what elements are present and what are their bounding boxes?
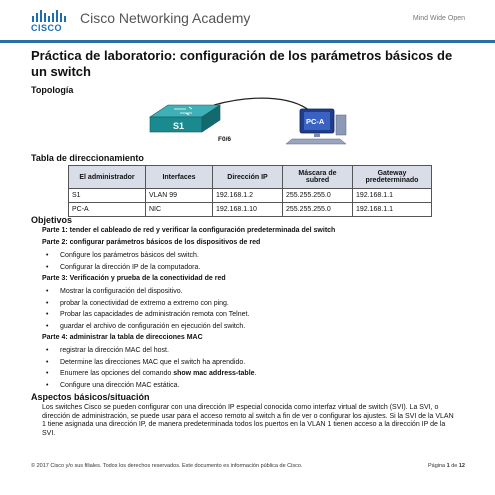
list-item: • guardar el archivo de configuración en ejecución del switch. (42, 321, 249, 333)
objective-part-3: Parte 3: Verificación y prueba de la conectividad de red (42, 275, 226, 282)
table-cell: 192.168.1.2 (213, 189, 283, 203)
page-number: 1 (446, 463, 450, 469)
column-header: Gateway predeterminado (353, 166, 432, 189)
cisco-wordmark: CISCO (31, 23, 63, 33)
ethernet-cable (214, 98, 310, 111)
page-of: de (449, 463, 459, 469)
table-cell: VLAN 99 (146, 189, 213, 203)
list-item: • Configure una dirección MAC estática. (42, 380, 257, 392)
topology-heading: Topología (31, 85, 74, 95)
table-header-row (69, 166, 432, 189)
list-item: • Mostrar la configuración del dispositivo. (42, 286, 249, 298)
list-item (42, 368, 257, 380)
cisco-bars-icon (31, 10, 71, 22)
topology-diagram (140, 95, 360, 150)
list-item-text: Enumere las opciones del comando (60, 370, 174, 377)
copyright-text: © 2017 Cisco y/o sus filiales. Todos los derechos reservados. Este documento es información pública de Cisco. (31, 463, 303, 469)
cisco-logo (31, 10, 71, 36)
objective-part-2: Parte 2: configurar parámetros básicos de los dispositivos de red (42, 239, 261, 246)
list-item: • Configure los parámetros básicos del switch. (42, 250, 200, 262)
table-cell: 192.168.1.10 (213, 203, 283, 217)
port-label: F0/6 (218, 136, 232, 143)
objectives-heading: Objetivos (31, 215, 73, 225)
part-4-list (42, 345, 257, 391)
background-heading: Aspectos básicos/situación (31, 392, 150, 402)
column-header: Interfaces (146, 166, 213, 189)
column-header: Máscara de subred (283, 166, 353, 189)
column-header: El administrador (69, 166, 146, 189)
switch-icon (150, 105, 220, 132)
objective-part-1: Parte 1: tender el cableado de red y verificar la configuración predeterminada del switch (42, 227, 336, 234)
column-header: Dirección IP (213, 166, 283, 189)
part-2-list (42, 250, 200, 273)
table-cell: 192.168.1.1 (353, 203, 432, 217)
header-rule (0, 40, 495, 43)
page-header (0, 0, 495, 42)
table-cell: PC-A (69, 203, 146, 217)
list-item: • registrar la dirección MAC del host. (42, 345, 257, 357)
lab-title: Práctica de laboratorio: configuración de los parámetros básicos de un switch (31, 48, 453, 79)
list-item: • Configurar la dirección IP de la computadora. (42, 262, 200, 274)
table-cell: S1 (69, 189, 146, 203)
table-row (69, 203, 432, 217)
table-cell: NIC (146, 203, 213, 217)
page-indicator (428, 463, 465, 469)
objective-part-4: Parte 4: administrar la tabla de direcciones MAC (42, 334, 203, 341)
table-row (69, 189, 432, 203)
list-item: • Probar las capacidades de administración remota con Telnet. (42, 309, 249, 321)
page-total: 12 (458, 463, 465, 469)
switch-label: S1 (173, 121, 185, 131)
table-cell: 255.255.255.0 (283, 189, 353, 203)
page-prefix: Página (427, 463, 447, 469)
table-cell: 255.255.255.0 (283, 203, 353, 217)
tagline: Mind Wide Open (412, 15, 465, 22)
list-item-text: . (254, 370, 257, 377)
pc-label: PC-A (306, 117, 325, 126)
background-paragraph: Los switches Cisco se pueden configurar con una dirección IP especial conocida como interfaz virtual de switch (SVI). La SVI, o dirección de administración, se puede usar para el acceso remoto al switch a fin de ver o configurar los ajustes. Si la SVI de la VLAN 1 tiene asignada una dirección IP, de manera predeterminada todos los puertos en la VLAN 1 tienen acceso a la dirección IP de la SVI. (42, 404, 454, 437)
addressing-table (68, 165, 432, 217)
command-text: show mac address-table (173, 370, 255, 377)
table-cell: 192.168.1.1 (353, 189, 432, 203)
pc-icon (286, 109, 346, 144)
part-3-list (42, 286, 249, 332)
addressing-table-heading: Tabla de direccionamiento (31, 153, 144, 163)
list-item: • probar la conectividad de extremo a extremo con ping. (42, 298, 249, 310)
academy-name: Cisco Networking Academy (80, 10, 251, 26)
list-item: • Determine las direcciones MAC que el switch ha aprendido. (42, 357, 257, 369)
